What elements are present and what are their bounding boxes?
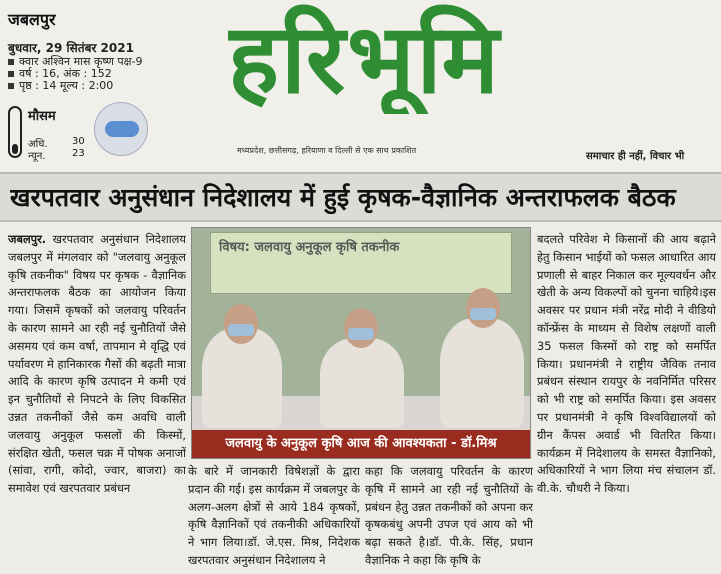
bullet-icon	[8, 71, 14, 77]
photo-person-mask	[470, 308, 496, 320]
masthead	[0, 0, 721, 172]
photo-person-mask	[228, 324, 254, 336]
article-column-4: बदलते परिवेश मे किसानों की आय बढ़ाने हेतु किसान भाईयों को फसल आधारित आय प्रणाली से बाहर निकाल कर मूल्यवर्धन और खेती के अन्य विकल्पों को चुनना चाहिये।इस अवसर पर प्रधान मंत्री नरेंद्र मोदी ने वीडियो कॉन्फ्रेंस के माध्यम से विशेष लक्षणों वाली 35 फसल किस्मों को राष्ट्र को समर्पित किया। प्रधानमंत्री ने राष्ट्रीय जैविक तनाव प्रबंधन संस्थान रायपुर के नवनिर्मित परिसर को भी राष्ट्र को समर्पित किया। इस अवसर पर प्रधानमंत्री ने कृषि विश्वविद्यालयों को ग्रीन कैंपस अवार्ड भी वितरित किया। कार्यक्रम में निदेशालय के समस्त वैज्ञानिको, अधिकारियों ने भाग लिया मंच संचालन डॉ. वी.के. चौधरी ने किया।	[537, 232, 716, 496]
article-column-3: कहा कि जलवायु परिवर्तन के कारण कृषि में सामने आ रही नई चुनौतियों के प्रबंधन हेतु उन्नत तकनीकों को अपना कर कृषकबंधु अपनी उपज एवं आय को भी बढ़ा सकते है।डॉ. पी.के. सिंह, प्रधान वैज्ञानिक ने कहा कि कृषि के	[365, 464, 533, 567]
weather-max: अधि. 30	[28, 136, 85, 150]
headline: खरपतवार अनुसंधान निदेशालय में हुई कृषक-वैज्ञानिक अन्तराफलक बैठक	[10, 183, 676, 212]
photo-person	[440, 318, 524, 428]
tagline: मध्यप्रदेश, छत्तीसगढ़, हरियाणा व दिल्ली से एक साथ प्रकाशित	[237, 146, 417, 155]
weather-min: न्यून. 23	[28, 148, 85, 162]
bullet-icon	[8, 83, 14, 89]
photo-caption: जलवायु के अनुकूल कृषि आज की आवश्यकता - डॉ.मिश्र	[192, 430, 530, 458]
photo-banner: विषय: जलवायु अनुकूल कृषि तकनीक	[210, 232, 512, 294]
issue-line: वर्ष : 16, अंक : 152	[8, 68, 143, 80]
weather-box	[6, 104, 146, 164]
bullet-icon	[8, 59, 14, 65]
issue-date: बुधवार, 29 सितंबर 2021	[8, 41, 134, 55]
article-column-1	[8, 231, 186, 574]
weather-label: मौसम	[28, 109, 56, 124]
thermometer-icon	[8, 106, 22, 158]
column-text: खरपतवार अनुसंधान निदेशालय जबलपुर में मंगलवार को "जलवायु अनुकूल कृषि तकनीक" विषय पर कृषक - वैज्ञानिक अन्तराफलक बैठक का आयोजन किया गया। जिसमें कृषकों को जलवायु परिवर्तन के कारण सामने आ रही नई चुनौतियों जैसे असमय एवं कम वर्षा, तापमान मे वृद्धि एवं पर्यावरण मे हानिकारक गैसों की बढ़ती मात्रा आदि के कारण कृषि उत्पादन मे कमी एवं इन चुनौतियों से निपटने के लिए विकसित उन्नत तकनीकों जैसे कम अवधि वाली जलवायु अनुकूल फसलों की किस्मों, संरक्षित खेती, फसल चक्र में पोषक अनाजों (सांवा, रागी, कोदो, ज्वार, बाजरा) का समावेश एवं खरपतवार प्रबंधन	[8, 232, 186, 496]
edition-city: जबलपुर	[8, 10, 56, 29]
photo-person-mask	[348, 328, 374, 340]
article-column-2: के बारे में जानकारी विषेशज्ञों के द्वारा प्रदान की गई। इस कार्यक्रम में जबलपुर के अलग-अलग क्षेत्रों से आये 184 कृषकों, कृषि वैज्ञानिकों एवं तकनीकी अधिकारियों ने भाग लिया।डॉ. जे.एस. मिश्र, निदेशक खरपतवार अनुसंधान निदेशालय ने	[188, 464, 360, 567]
dateline: जबलपुर.	[8, 232, 47, 246]
issue-line: क्वार अश्विन मास कृष्ण पक्ष-9	[8, 56, 143, 68]
article-photo	[191, 227, 531, 459]
photo-person	[320, 338, 404, 428]
issue-info	[8, 42, 143, 92]
motto: समाचार ही नहीं, विचार भी	[586, 151, 685, 162]
issue-line: पृष्ठ : 14 मूल्य : 2:00	[8, 80, 143, 92]
newspaper-logo: हरिभूमि	[228, 4, 501, 114]
cloud-icon	[94, 102, 148, 156]
